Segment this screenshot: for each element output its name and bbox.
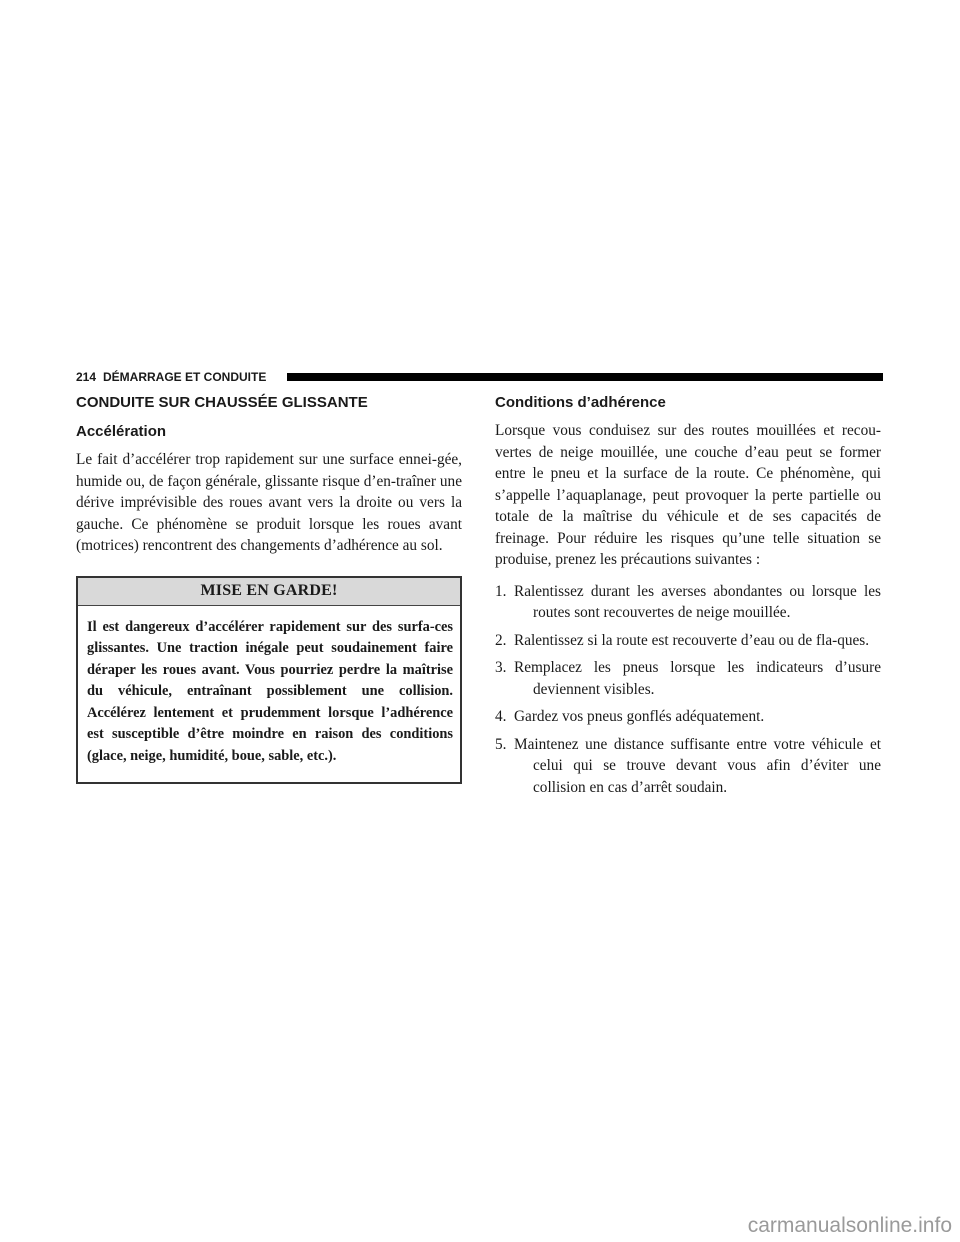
acceleration-paragraph: Le fait d’accélérer trop rapidement sur une surface ennei-gée, humide ou, de façon générale, glissante risque d’en-traîner une dérive imprévisible des roues avant vers la droite ou vers la gauche. Ce phénomène se produit lorsque les roues avant (motrices) rencontrent des changements d’adhérence au sol.: [76, 451, 462, 554]
list-item: [495, 734, 881, 799]
list-item-number: 2.: [495, 631, 507, 649]
list-item: [495, 630, 881, 652]
list-item-text: Gardez vos pneus gonflés adéquatement.: [514, 708, 765, 725]
list-item-number: 1.: [495, 582, 507, 600]
warning-title: MISE EN GARDE!: [78, 578, 460, 606]
list-item: [495, 581, 881, 624]
list-item-number: 3.: [495, 659, 507, 676]
list-item-number: 5.: [495, 735, 507, 753]
traction-paragraph: Lorsque vous conduisez sur des routes mouillées et recou-vertes de neige mouillée, une couche d’eau peut se former entre le pneu et la surface de la route. Ce phénomène, qui s’appelle l’aquaplanage, peut provoquer la perte partielle ou totale de la maîtrise du véhicule et de ses capacités de freinage. Pour réduire les risques qu’une telle situation se produise, prenez les précautions suivantes :: [495, 422, 881, 568]
list-item-text: Maintenez une distance suffisante entre votre véhicule et celui qui se trouve devant vous afin d’éviter une collision en cas d’arrêt soudain.: [514, 735, 881, 796]
list-item: [495, 657, 881, 700]
subheading-traction: Conditions d’adhérence: [495, 394, 666, 411]
running-section-title: DÉMARRAGE ET CONDUITE: [103, 370, 267, 384]
precautions-list: [495, 581, 881, 799]
list-item-text: Ralentissez durant les averses abondantes ou lorsque les routes sont recouvertes de neige mouillée.: [514, 582, 881, 621]
left-column: [76, 394, 462, 784]
header-rule: [287, 373, 883, 381]
page-header: [76, 370, 883, 384]
list-item: [495, 706, 881, 728]
subheading-acceleration: Accélération: [76, 423, 167, 440]
list-item-text: Remplacez les pneus lorsque les indicateurs d’usure deviennent visibles.: [514, 659, 881, 698]
section-heading: CONDUITE SUR CHAUSSÉE GLISSANTE: [76, 394, 368, 411]
page-number: 214: [76, 370, 97, 384]
right-column: [495, 394, 881, 804]
list-item-number: 4.: [495, 708, 507, 725]
list-item-text: Ralentissez si la route est recouverte d’eau ou de fla-ques.: [514, 631, 870, 649]
warning-text: Il est dangereux d’accélérer rapidement sur des surfa-ces glissantes. Une traction inégale peut soudainement faire déraper les roues avant. Vous pourriez perdre la maîtrise du véhicule, entraînant possiblement une collision. Accélérez lentement et prudemment lorsque l’adhérence est susceptible d’être moindre en raison des conditions (glace, neige, humidité, boue, sable, etc.).: [87, 618, 453, 764]
warning-box: [76, 576, 462, 785]
watermark: carmanualsonline.info: [747, 1214, 952, 1237]
